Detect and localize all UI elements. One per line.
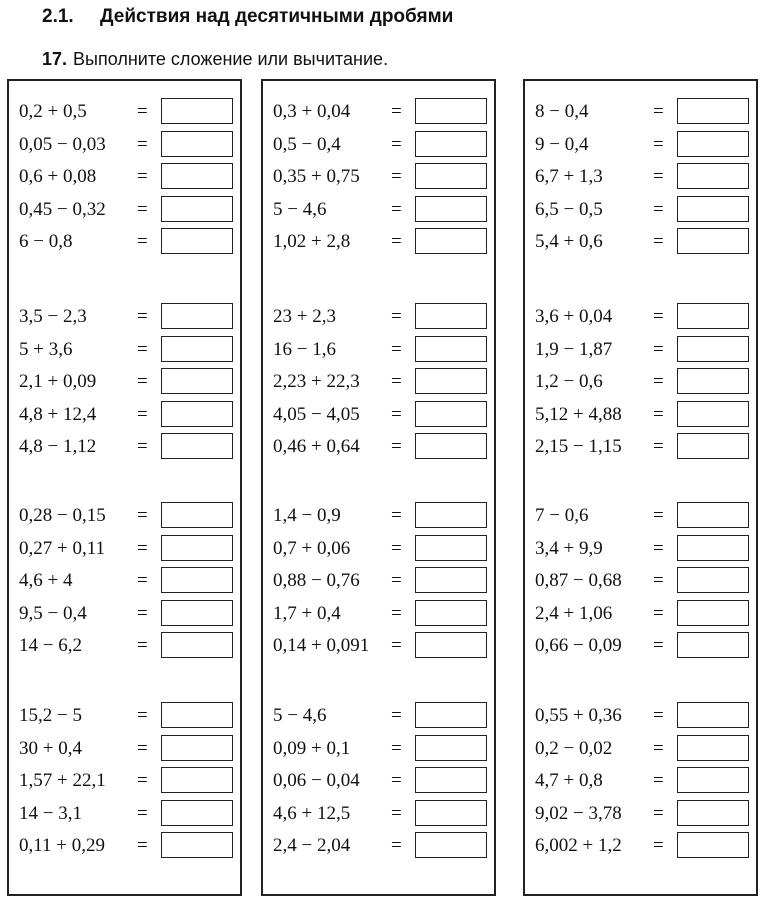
equals-sign: = xyxy=(653,338,664,360)
equals-sign: = xyxy=(653,705,664,726)
equals-sign: = xyxy=(391,537,402,559)
equals-sign: = xyxy=(653,602,664,624)
expression: 4,8 − 1,12 xyxy=(19,436,97,458)
expression: 0,7 + 0,06 xyxy=(273,537,351,559)
equals-sign: = xyxy=(137,231,148,253)
exercise-row xyxy=(9,301,240,334)
expression: 5 − 4,6 xyxy=(273,198,327,220)
exercise-row xyxy=(525,129,756,162)
equals-sign: = xyxy=(137,133,148,155)
expression: 1,02 + 2,8 xyxy=(273,231,351,253)
answer-box[interactable] xyxy=(161,800,233,826)
expression: 0,6 + 0,08 xyxy=(19,166,97,188)
equals-sign: = xyxy=(391,770,402,792)
answer-box[interactable] xyxy=(415,600,487,626)
task-number: 17. xyxy=(42,49,68,69)
expression: 0,46 + 0,64 xyxy=(273,436,360,458)
equals-sign: = xyxy=(653,537,664,559)
expression: 2,15 − 1,15 xyxy=(535,436,622,458)
equals-sign: = xyxy=(653,770,664,792)
answer-box[interactable] xyxy=(415,163,487,189)
answer-box[interactable] xyxy=(677,98,749,124)
answer-box[interactable] xyxy=(677,228,749,254)
expression: 1,7 + 0,4 xyxy=(273,602,341,624)
equals-sign: = xyxy=(391,602,402,624)
answer-box[interactable] xyxy=(161,368,233,394)
answer-box[interactable] xyxy=(677,567,749,593)
exercise-row xyxy=(525,765,756,798)
equals-sign: = xyxy=(653,306,664,327)
answer-box[interactable] xyxy=(415,433,487,459)
answer-box[interactable] xyxy=(415,131,487,157)
section-title: Действия над десятичными дробями xyxy=(100,6,454,27)
expression: 1,2 − 0,6 xyxy=(535,371,603,393)
exercise-row xyxy=(9,830,240,863)
exercise-column xyxy=(261,79,496,896)
exercise-row xyxy=(525,565,756,598)
exercise-row xyxy=(263,431,494,464)
answer-box[interactable] xyxy=(415,832,487,858)
exercise-row xyxy=(9,96,240,129)
expression: 15,2 − 5 xyxy=(19,705,82,726)
answer-box[interactable] xyxy=(161,832,233,858)
answer-box[interactable] xyxy=(677,303,749,329)
expression: 0,5 − 0,4 xyxy=(273,133,341,155)
answer-box[interactable] xyxy=(415,567,487,593)
exercise-row xyxy=(9,194,240,227)
expression: 2,23 + 22,3 xyxy=(273,371,360,393)
exercise-group xyxy=(9,301,240,464)
equals-sign: = xyxy=(391,835,402,857)
answer-box[interactable] xyxy=(677,196,749,222)
answer-box[interactable] xyxy=(677,632,749,658)
exercise-row xyxy=(525,700,756,733)
answer-box[interactable] xyxy=(415,196,487,222)
answer-box[interactable] xyxy=(677,735,749,761)
answer-box[interactable] xyxy=(161,735,233,761)
equals-sign: = xyxy=(653,570,664,592)
exercise-group xyxy=(9,500,240,663)
equals-sign: = xyxy=(653,101,664,122)
expression: 14 − 6,2 xyxy=(19,635,82,657)
expression: 1,4 − 0,9 xyxy=(273,505,341,526)
equals-sign: = xyxy=(653,133,664,155)
expression: 9,02 − 3,78 xyxy=(535,802,622,824)
expression: 3,6 + 0,04 xyxy=(535,306,613,327)
answer-box[interactable] xyxy=(161,502,233,528)
exercise-row xyxy=(263,765,494,798)
expression: 0,87 − 0,68 xyxy=(535,570,622,592)
expression: 0,66 − 0,09 xyxy=(535,635,622,657)
answer-box[interactable] xyxy=(677,502,749,528)
answer-box[interactable] xyxy=(415,632,487,658)
answer-box[interactable] xyxy=(415,401,487,427)
answer-box[interactable] xyxy=(415,702,487,728)
exercise-row xyxy=(525,798,756,831)
exercise-row xyxy=(9,700,240,733)
exercise-row xyxy=(525,366,756,399)
exercise-row xyxy=(263,630,494,663)
answer-box[interactable] xyxy=(415,735,487,761)
answer-box[interactable] xyxy=(677,832,749,858)
answer-box[interactable] xyxy=(161,401,233,427)
expression: 4,6 + 4 xyxy=(19,570,73,592)
expression: 5 + 3,6 xyxy=(19,338,73,360)
expression: 0,06 − 0,04 xyxy=(273,770,360,792)
expression: 0,14 + 0,091 xyxy=(273,635,370,657)
answer-box[interactable] xyxy=(161,702,233,728)
expression: 1,9 − 1,87 xyxy=(535,338,613,360)
exercise-row xyxy=(525,194,756,227)
equals-sign: = xyxy=(653,436,664,458)
expression: 0,3 + 0,04 xyxy=(273,101,351,122)
exercise-row xyxy=(525,161,756,194)
equals-sign: = xyxy=(137,101,148,122)
expression: 4,6 + 12,5 xyxy=(273,802,351,824)
equals-sign: = xyxy=(391,635,402,657)
exercise-row xyxy=(9,334,240,367)
exercise-row xyxy=(263,533,494,566)
equals-sign: = xyxy=(391,802,402,824)
expression: 0,55 + 0,36 xyxy=(535,705,622,726)
exercise-row xyxy=(525,226,756,259)
expression: 9,5 − 0,4 xyxy=(19,602,87,624)
expression: 23 + 2,3 xyxy=(273,306,336,327)
exercise-group xyxy=(263,500,494,663)
exercise-group xyxy=(9,96,240,259)
expression: 30 + 0,4 xyxy=(19,737,82,759)
equals-sign: = xyxy=(653,505,664,526)
equals-sign: = xyxy=(391,737,402,759)
exercise-row xyxy=(9,733,240,766)
answer-box[interactable] xyxy=(415,800,487,826)
exercise-row xyxy=(525,301,756,334)
expression: 0,09 + 0,1 xyxy=(273,737,351,759)
exercise-row xyxy=(263,334,494,367)
exercise-group xyxy=(525,96,756,259)
expression: 6,002 + 1,2 xyxy=(535,835,622,857)
equals-sign: = xyxy=(653,835,664,857)
equals-sign: = xyxy=(137,166,148,188)
equals-sign: = xyxy=(137,770,148,792)
answer-box[interactable] xyxy=(677,702,749,728)
exercise-row xyxy=(263,598,494,631)
expression: 0,45 − 0,32 xyxy=(19,198,106,220)
equals-sign: = xyxy=(391,231,402,253)
exercise-row xyxy=(9,598,240,631)
expression: 5,4 + 0,6 xyxy=(535,231,603,253)
answer-box[interactable] xyxy=(677,433,749,459)
expression: 5,12 + 4,88 xyxy=(535,403,622,425)
answer-box[interactable] xyxy=(677,800,749,826)
exercise-row xyxy=(9,500,240,533)
exercise-group xyxy=(263,700,494,863)
answer-box[interactable] xyxy=(161,535,233,561)
expression: 4,05 − 4,05 xyxy=(273,403,360,425)
answer-box[interactable] xyxy=(415,336,487,362)
exercise-group xyxy=(263,301,494,464)
equals-sign: = xyxy=(137,737,148,759)
exercise-row xyxy=(263,366,494,399)
answer-box[interactable] xyxy=(161,433,233,459)
answer-box[interactable] xyxy=(677,131,749,157)
exercise-row xyxy=(9,431,240,464)
answer-box[interactable] xyxy=(161,767,233,793)
equals-sign: = xyxy=(391,198,402,220)
expression: 2,4 + 1,06 xyxy=(535,602,613,624)
exercise-row xyxy=(263,161,494,194)
answer-box[interactable] xyxy=(415,535,487,561)
task-instruction: Выполните сложение или вычитание. xyxy=(73,49,389,69)
equals-sign: = xyxy=(653,198,664,220)
answer-box[interactable] xyxy=(161,600,233,626)
expression: 4,7 + 0,8 xyxy=(535,770,603,792)
exercise-row xyxy=(9,565,240,598)
equals-sign: = xyxy=(653,371,664,393)
answer-box[interactable] xyxy=(677,401,749,427)
expression: 16 − 1,6 xyxy=(273,338,336,360)
exercise-row xyxy=(525,399,756,432)
answer-box[interactable] xyxy=(415,228,487,254)
equals-sign: = xyxy=(137,570,148,592)
answer-box[interactable] xyxy=(161,228,233,254)
equals-sign: = xyxy=(137,802,148,824)
answer-box[interactable] xyxy=(161,303,233,329)
answer-box[interactable] xyxy=(677,535,749,561)
exercise-row xyxy=(9,399,240,432)
exercise-row xyxy=(9,533,240,566)
exercise-row xyxy=(525,500,756,533)
exercise-row xyxy=(263,301,494,334)
exercise-row xyxy=(263,733,494,766)
expression: 4,8 + 12,4 xyxy=(19,403,97,425)
expression: 0,2 + 0,5 xyxy=(19,101,87,122)
expression: 2,1 + 0,09 xyxy=(19,371,97,393)
equals-sign: = xyxy=(137,371,148,393)
exercise-row xyxy=(263,194,494,227)
equals-sign: = xyxy=(137,338,148,360)
equals-sign: = xyxy=(653,737,664,759)
answer-box[interactable] xyxy=(415,767,487,793)
exercise-row xyxy=(9,161,240,194)
exercise-row xyxy=(9,798,240,831)
expression: 3,5 − 2,3 xyxy=(19,306,87,327)
exercise-row xyxy=(525,96,756,129)
equals-sign: = xyxy=(391,371,402,393)
expression: 0,27 + 0,11 xyxy=(19,537,106,559)
exercise-row xyxy=(9,129,240,162)
answer-box[interactable] xyxy=(677,336,749,362)
expression: 2,4 − 2,04 xyxy=(273,835,351,857)
answer-box[interactable] xyxy=(415,502,487,528)
exercise-row xyxy=(263,798,494,831)
exercise-row xyxy=(9,630,240,663)
expression: 14 − 3,1 xyxy=(19,802,82,824)
task-heading xyxy=(42,49,388,70)
equals-sign: = xyxy=(391,570,402,592)
equals-sign: = xyxy=(137,403,148,425)
answer-box[interactable] xyxy=(161,98,233,124)
equals-sign: = xyxy=(653,802,664,824)
answer-box[interactable] xyxy=(161,163,233,189)
exercise-row xyxy=(263,700,494,733)
exercise-row xyxy=(263,129,494,162)
exercise-row xyxy=(263,96,494,129)
expression: 0,11 + 0,29 xyxy=(19,835,106,857)
expression: 3,4 + 9,9 xyxy=(535,537,603,559)
equals-sign: = xyxy=(137,705,148,726)
exercise-group xyxy=(9,700,240,863)
expression: 9 − 0,4 xyxy=(535,133,589,155)
exercise-row xyxy=(263,399,494,432)
answer-box[interactable] xyxy=(161,567,233,593)
section-heading xyxy=(42,6,453,28)
expression: 1,57 + 22,1 xyxy=(19,770,106,792)
equals-sign: = xyxy=(137,635,148,657)
exercise-row xyxy=(525,533,756,566)
expression: 0,28 − 0,15 xyxy=(19,505,106,526)
exercise-row xyxy=(263,830,494,863)
exercise-group xyxy=(525,700,756,863)
exercise-row xyxy=(263,500,494,533)
equals-sign: = xyxy=(137,436,148,458)
expression: 5 − 4,6 xyxy=(273,705,327,726)
exercise-group xyxy=(263,96,494,259)
expression: 8 − 0,4 xyxy=(535,101,589,122)
equals-sign: = xyxy=(137,505,148,526)
answer-box[interactable] xyxy=(161,196,233,222)
equals-sign: = xyxy=(653,403,664,425)
expression: 6,5 − 0,5 xyxy=(535,198,603,220)
exercise-row xyxy=(525,598,756,631)
answer-box[interactable] xyxy=(677,767,749,793)
answer-box[interactable] xyxy=(677,600,749,626)
equals-sign: = xyxy=(391,133,402,155)
equals-sign: = xyxy=(391,166,402,188)
equals-sign: = xyxy=(137,835,148,857)
exercise-group xyxy=(525,301,756,464)
exercise-group xyxy=(525,500,756,663)
exercise-row xyxy=(525,630,756,663)
equals-sign: = xyxy=(137,306,148,327)
exercise-row xyxy=(9,226,240,259)
expression: 6,7 + 1,3 xyxy=(535,166,603,188)
equals-sign: = xyxy=(391,338,402,360)
exercise-row xyxy=(525,830,756,863)
exercise-column xyxy=(523,79,758,896)
exercise-row xyxy=(525,334,756,367)
exercise-row xyxy=(9,366,240,399)
answer-box[interactable] xyxy=(161,632,233,658)
exercise-row xyxy=(525,733,756,766)
equals-sign: = xyxy=(653,166,664,188)
answer-box[interactable] xyxy=(161,131,233,157)
expression: 0,05 − 0,03 xyxy=(19,133,106,155)
answer-box[interactable] xyxy=(677,368,749,394)
answer-box[interactable] xyxy=(415,303,487,329)
expression: 0,2 − 0,02 xyxy=(535,737,613,759)
answer-box[interactable] xyxy=(161,336,233,362)
expression: 0,88 − 0,76 xyxy=(273,570,360,592)
expression: 0,35 + 0,75 xyxy=(273,166,360,188)
equals-sign: = xyxy=(137,602,148,624)
exercise-row xyxy=(525,431,756,464)
equals-sign: = xyxy=(653,635,664,657)
expression: 6 − 0,8 xyxy=(19,231,73,253)
answer-box[interactable] xyxy=(415,368,487,394)
expression: 7 − 0,6 xyxy=(535,505,589,526)
equals-sign: = xyxy=(137,537,148,559)
equals-sign: = xyxy=(391,306,402,327)
equals-sign: = xyxy=(391,101,402,122)
section-number: 2.1. xyxy=(42,6,74,27)
equals-sign: = xyxy=(391,436,402,458)
answer-box[interactable] xyxy=(677,163,749,189)
equals-sign: = xyxy=(391,505,402,526)
equals-sign: = xyxy=(137,198,148,220)
exercise-column xyxy=(7,79,242,896)
equals-sign: = xyxy=(653,231,664,253)
equals-sign: = xyxy=(391,705,402,726)
answer-box[interactable] xyxy=(415,98,487,124)
exercise-row xyxy=(263,226,494,259)
equals-sign: = xyxy=(391,403,402,425)
exercise-row xyxy=(9,765,240,798)
exercise-row xyxy=(263,565,494,598)
